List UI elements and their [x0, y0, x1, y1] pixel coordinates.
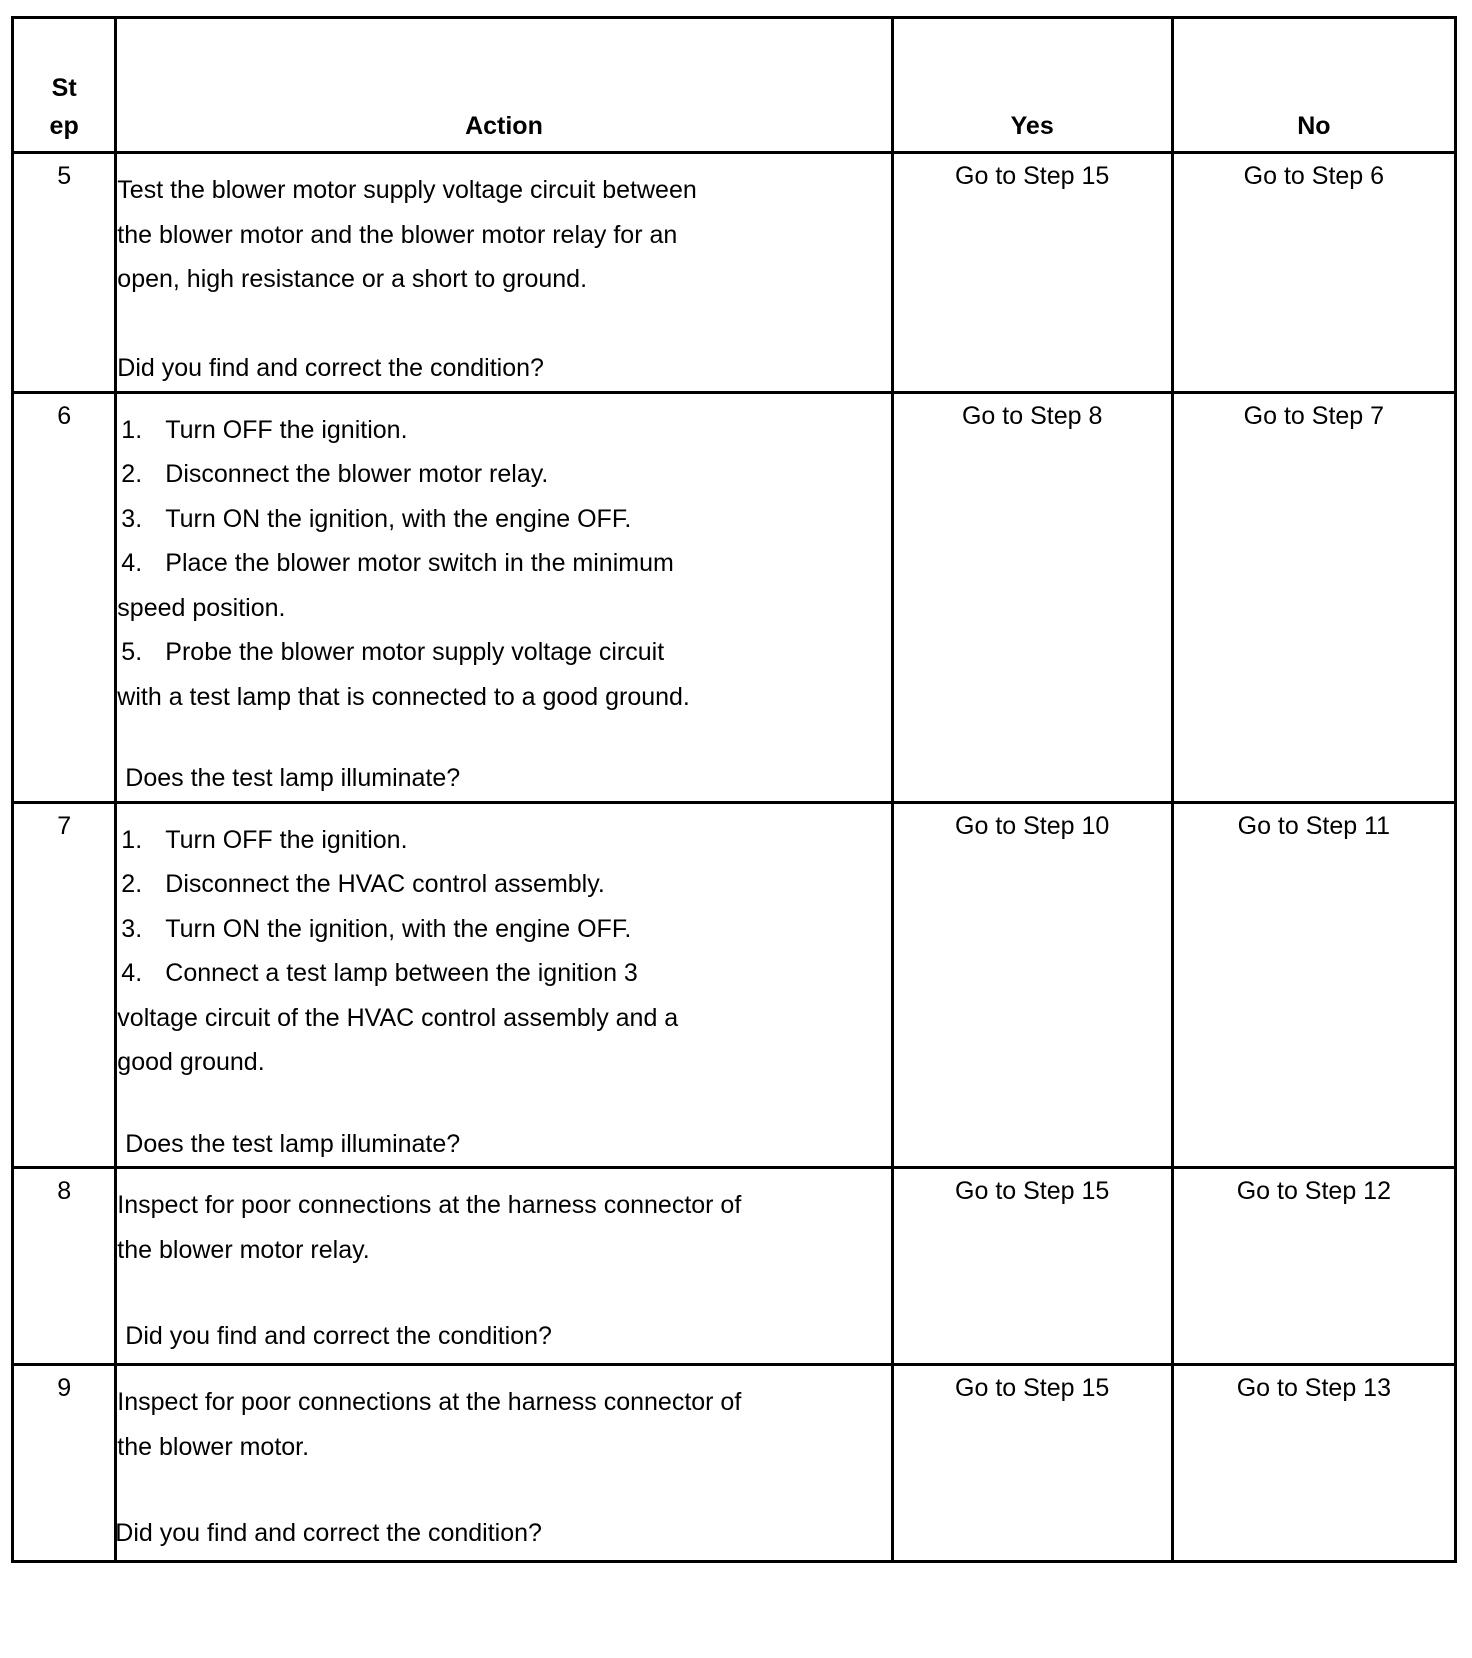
action-line: voltage circuit of the HVAC control assembly and a — [117, 1003, 679, 1032]
action-line: the blower motor and the blower motor relay for an — [117, 220, 678, 249]
header-row — [13, 18, 1456, 153]
no-result: Go to Step 13 — [1172, 1365, 1455, 1562]
header-step-line2: ep — [49, 112, 79, 140]
action-line: Inspect for poor connections at the harness connector of — [117, 1191, 742, 1219]
action-item — [117, 862, 890, 907]
table-row — [13, 153, 1456, 393]
yes-result: Go to Step 15 — [892, 153, 1172, 393]
item-text: Turn ON the ignition, with the engine OFF. — [165, 914, 632, 943]
item-text: Turn OFF the ignition. — [165, 825, 408, 854]
no-result: Go to Step 6 — [1172, 153, 1455, 393]
action-cell — [116, 1365, 892, 1562]
item-number: 1. — [121, 825, 143, 854]
yes-result: Go to Step 10 — [892, 802, 1172, 1168]
action-item — [117, 818, 890, 863]
action-line: Inspect for poor connections at the harness connector of — [117, 1388, 742, 1416]
action-line: with a test lamp that is connected to a good ground. — [117, 682, 690, 711]
action-item — [117, 541, 890, 586]
action-item — [117, 630, 890, 675]
step-number: 7 — [13, 802, 116, 1168]
action-question: Did you find and correct the condition? — [125, 1322, 552, 1350]
action-line: the blower motor relay. — [117, 1235, 370, 1264]
item-number: 3. — [121, 504, 143, 533]
step-number: 8 — [13, 1168, 116, 1365]
yes-result: Go to Step 15 — [892, 1365, 1172, 1562]
item-number: 4. — [121, 549, 143, 577]
item-number: 4. — [121, 959, 143, 987]
action-line: good ground. — [117, 1048, 265, 1076]
diagnostic-table — [11, 16, 1457, 1563]
item-text: Turn OFF the ignition. — [165, 415, 408, 444]
item-text: Connect a test lamp between the ignition 3 — [165, 959, 638, 987]
header-no: No — [1172, 18, 1455, 153]
action-cell — [116, 802, 892, 1168]
item-text: Probe the blower motor supply voltage circuit — [165, 638, 665, 666]
table-row — [13, 392, 1456, 802]
step-number: 9 — [13, 1365, 116, 1562]
action-item — [117, 951, 890, 996]
item-number: 2. — [121, 870, 143, 898]
header-step-line1: St — [51, 74, 77, 102]
yes-result: Go to Step 8 — [892, 392, 1172, 802]
no-result: Go to Step 12 — [1172, 1168, 1455, 1365]
header-action: Action — [116, 18, 892, 153]
header-step — [13, 18, 116, 153]
item-number: 5. — [121, 638, 143, 666]
step-number: 6 — [13, 392, 116, 802]
item-text: Disconnect the HVAC control assembly. — [165, 870, 605, 898]
action-item — [117, 452, 890, 497]
action-line: open, high resistance or a short to ground. — [117, 265, 588, 293]
action-question: Does the test lamp illuminate? — [125, 1129, 461, 1158]
table-row — [13, 802, 1456, 1168]
action-question: Did you find and correct the condition? — [117, 354, 544, 382]
header-yes: Yes — [892, 18, 1172, 153]
step-number: 5 — [13, 153, 116, 393]
item-text: Disconnect the blower motor relay. — [165, 460, 549, 488]
table-row — [13, 1168, 1456, 1365]
action-cell — [116, 1168, 892, 1365]
item-text: Place the blower motor switch in the minimum — [165, 549, 674, 577]
action-item — [117, 907, 890, 952]
action-item — [117, 408, 890, 453]
action-cell — [116, 153, 892, 393]
item-number: 1. — [121, 415, 143, 444]
no-result: Go to Step 11 — [1172, 802, 1455, 1168]
yes-result: Go to Step 15 — [892, 1168, 1172, 1365]
action-line: Test the blower motor supply voltage circuit between — [117, 176, 697, 204]
action-line: the blower motor. — [117, 1432, 310, 1461]
table-row — [13, 1365, 1456, 1562]
action-line: speed position. — [117, 593, 286, 622]
no-result: Go to Step 7 — [1172, 392, 1455, 802]
action-question: Does the test lamp illuminate? — [125, 764, 461, 792]
action-cell — [116, 392, 892, 802]
item-number: 3. — [121, 914, 143, 943]
item-number: 2. — [121, 460, 143, 488]
item-text: Turn ON the ignition, with the engine OFF. — [165, 504, 632, 533]
action-question: Did you find and correct the condition? — [115, 1519, 542, 1547]
action-item — [117, 497, 890, 542]
